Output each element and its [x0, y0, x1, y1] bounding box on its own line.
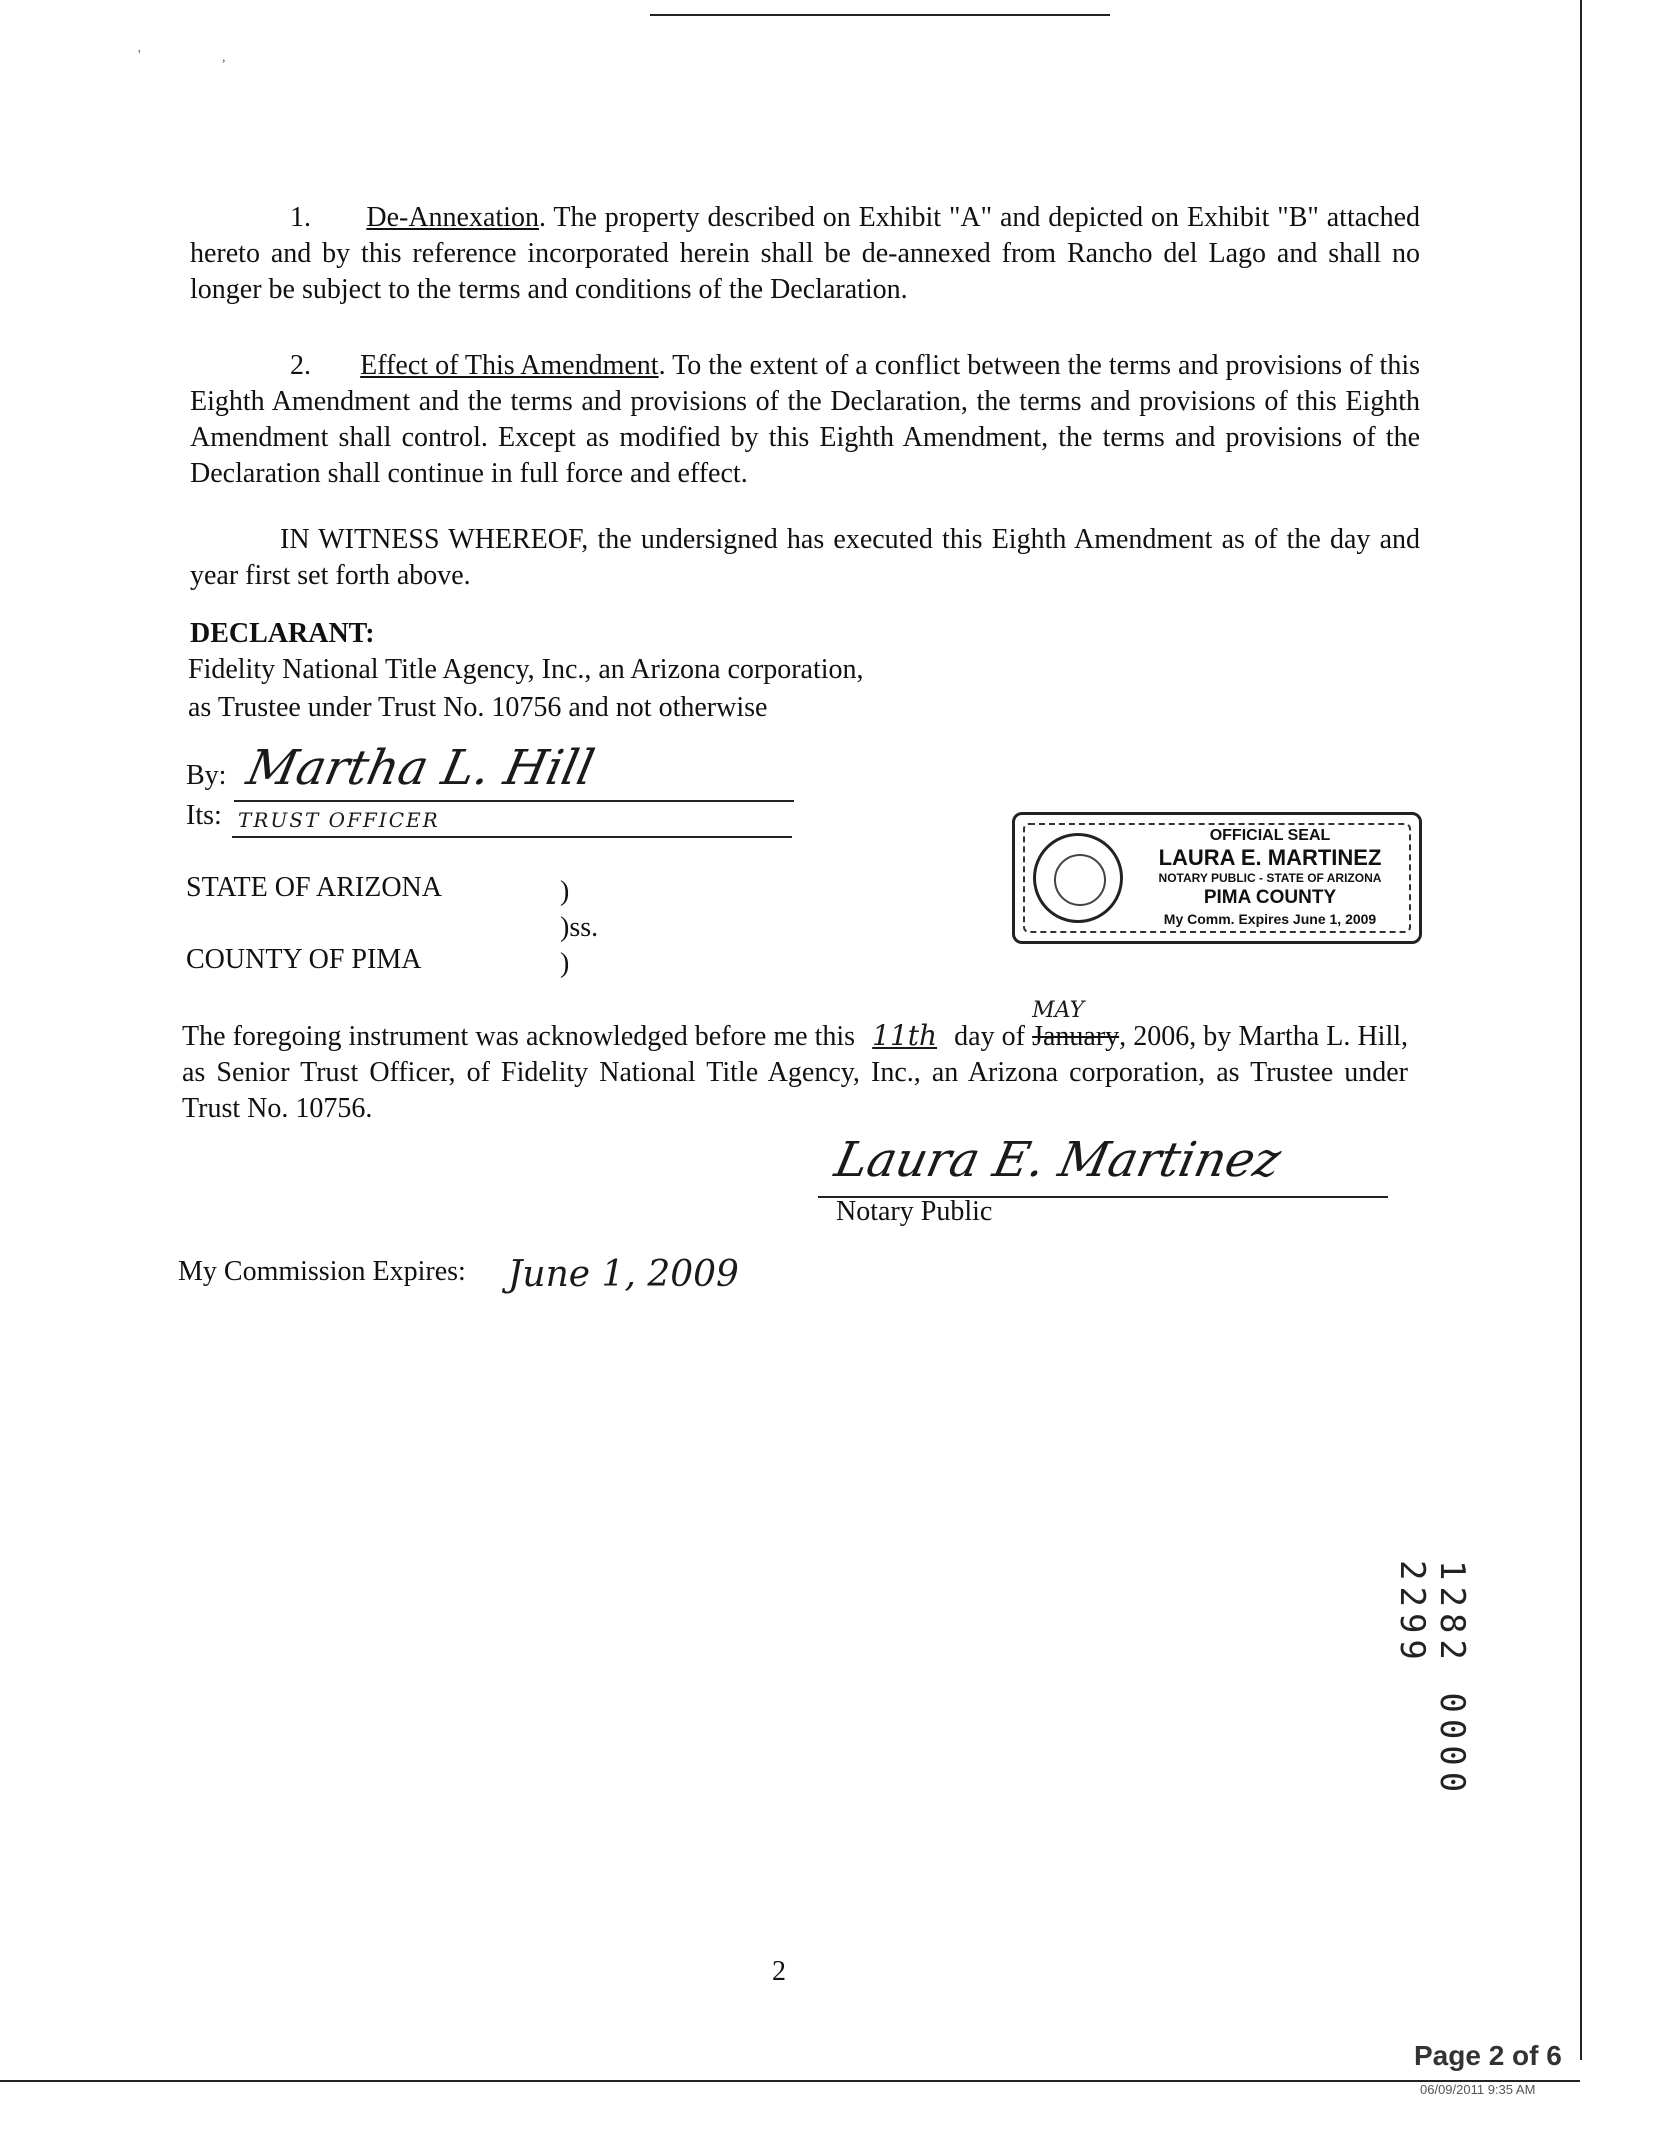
top-rule: [650, 14, 1110, 16]
ack-text-1: The foregoing instrument was acknowledged before me this: [182, 1021, 856, 1052]
witness-text: IN WITNESS WHEREOF, the undersigned has executed this Eighth Amendment as of the day and year first set forth above.: [190, 524, 1420, 591]
declarant-heading: DECLARANT:: [190, 618, 375, 649]
ack-text-3: , 2006, by Martha L. Hill, as Senior Trust Officer, of Fidelity National Title Agency, Inc., an Arizona corporation, as Trustee under Trust No. 10756.: [182, 1021, 1409, 1124]
footer-timestamp: 06/09/2011 9:35 AM: [1420, 2082, 1536, 2097]
its-line: [232, 836, 792, 838]
ack-month-handwritten: MAY: [1032, 998, 1085, 1023]
seal-line1: OFFICIAL SEAL: [1209, 827, 1331, 844]
its-value: TRUST OFFICER: [238, 808, 440, 832]
notary-signature: Laura E. Martinez: [830, 1132, 1286, 1188]
ack-day: 11th: [872, 1019, 938, 1052]
footer-page-of: Page 2 of 6: [1414, 2040, 1562, 2071]
section-heading: Effect of This Amendment: [360, 350, 659, 381]
by-signature-line: [234, 800, 794, 802]
notary-seal: [1012, 812, 1422, 944]
declarant-line1: Fidelity National Title Agency, Inc., an Arizona corporation,: [188, 654, 864, 685]
section-text: . The property described on Exhibit "A" and depicted on Exhibit "B" attached hereto and by this reference incorporated herein shall be de-annexed from Rancho del Lago and shall no longer be subject to the terms and conditions of the Declaration.: [190, 202, 1421, 305]
ack-text-2: day of: [954, 1021, 1025, 1052]
section-number: 1.: [290, 202, 311, 233]
scan-mark: ,: [222, 50, 226, 65]
commission-label: My Commission Expires:: [178, 1256, 466, 1287]
section-heading: De-Annexation: [366, 202, 539, 233]
section-number: 2.: [290, 350, 311, 381]
scan-mark: ': [138, 48, 141, 63]
seal-line2: LAURA E. MARTINEZ: [1158, 845, 1382, 870]
seal-line3: NOTARY PUBLIC - STATE OF ARIZONA: [1158, 871, 1382, 885]
bottom-rule: [0, 2080, 1580, 2082]
venue-paren-1: ): [560, 876, 570, 907]
its-label: Its:: [186, 800, 222, 831]
by-label: By:: [186, 760, 227, 791]
seal-line5: My Comm. Expires June 1, 2009: [1163, 911, 1377, 927]
by-signature: Martha L. Hill: [242, 740, 600, 796]
acknowledgment: [182, 998, 1409, 1127]
venue-county: COUNTY OF PIMA: [186, 944, 422, 975]
recording-number: 1282 0000 2299: [1392, 1560, 1472, 1799]
venue-paren-2: ): [560, 948, 570, 979]
notary-label: Notary Public: [836, 1196, 993, 1227]
venue-ss: )ss.: [560, 912, 599, 943]
commission-date: June 1, 2009: [508, 1254, 739, 1295]
declarant-line2: as Trustee under Trust No. 10756 and not otherwise: [188, 692, 768, 723]
page-number: 2: [772, 1956, 786, 1987]
section-effect-of-amendment: [190, 348, 1420, 492]
right-edge-rule: [1580, 0, 1582, 2060]
section-text: . To the extent of a conflict between the terms and provisions of this Eighth Amendment and the terms and provisions of the Declaration, the terms and provisions of this Eighth Amendment shall control. Except as modified by this Eighth Amendment, the terms and provisions of the Declaration shall continue in full force and effect.: [190, 350, 1420, 489]
witness-clause: [190, 522, 1420, 594]
venue-state: STATE OF ARIZONA: [186, 872, 442, 903]
ack-month-struck: January: [1032, 1021, 1120, 1052]
seal-line4: PIMA COUNTY: [1203, 887, 1337, 908]
state-seal-icon: [1033, 833, 1123, 923]
section-de-annexation: [190, 200, 1420, 308]
